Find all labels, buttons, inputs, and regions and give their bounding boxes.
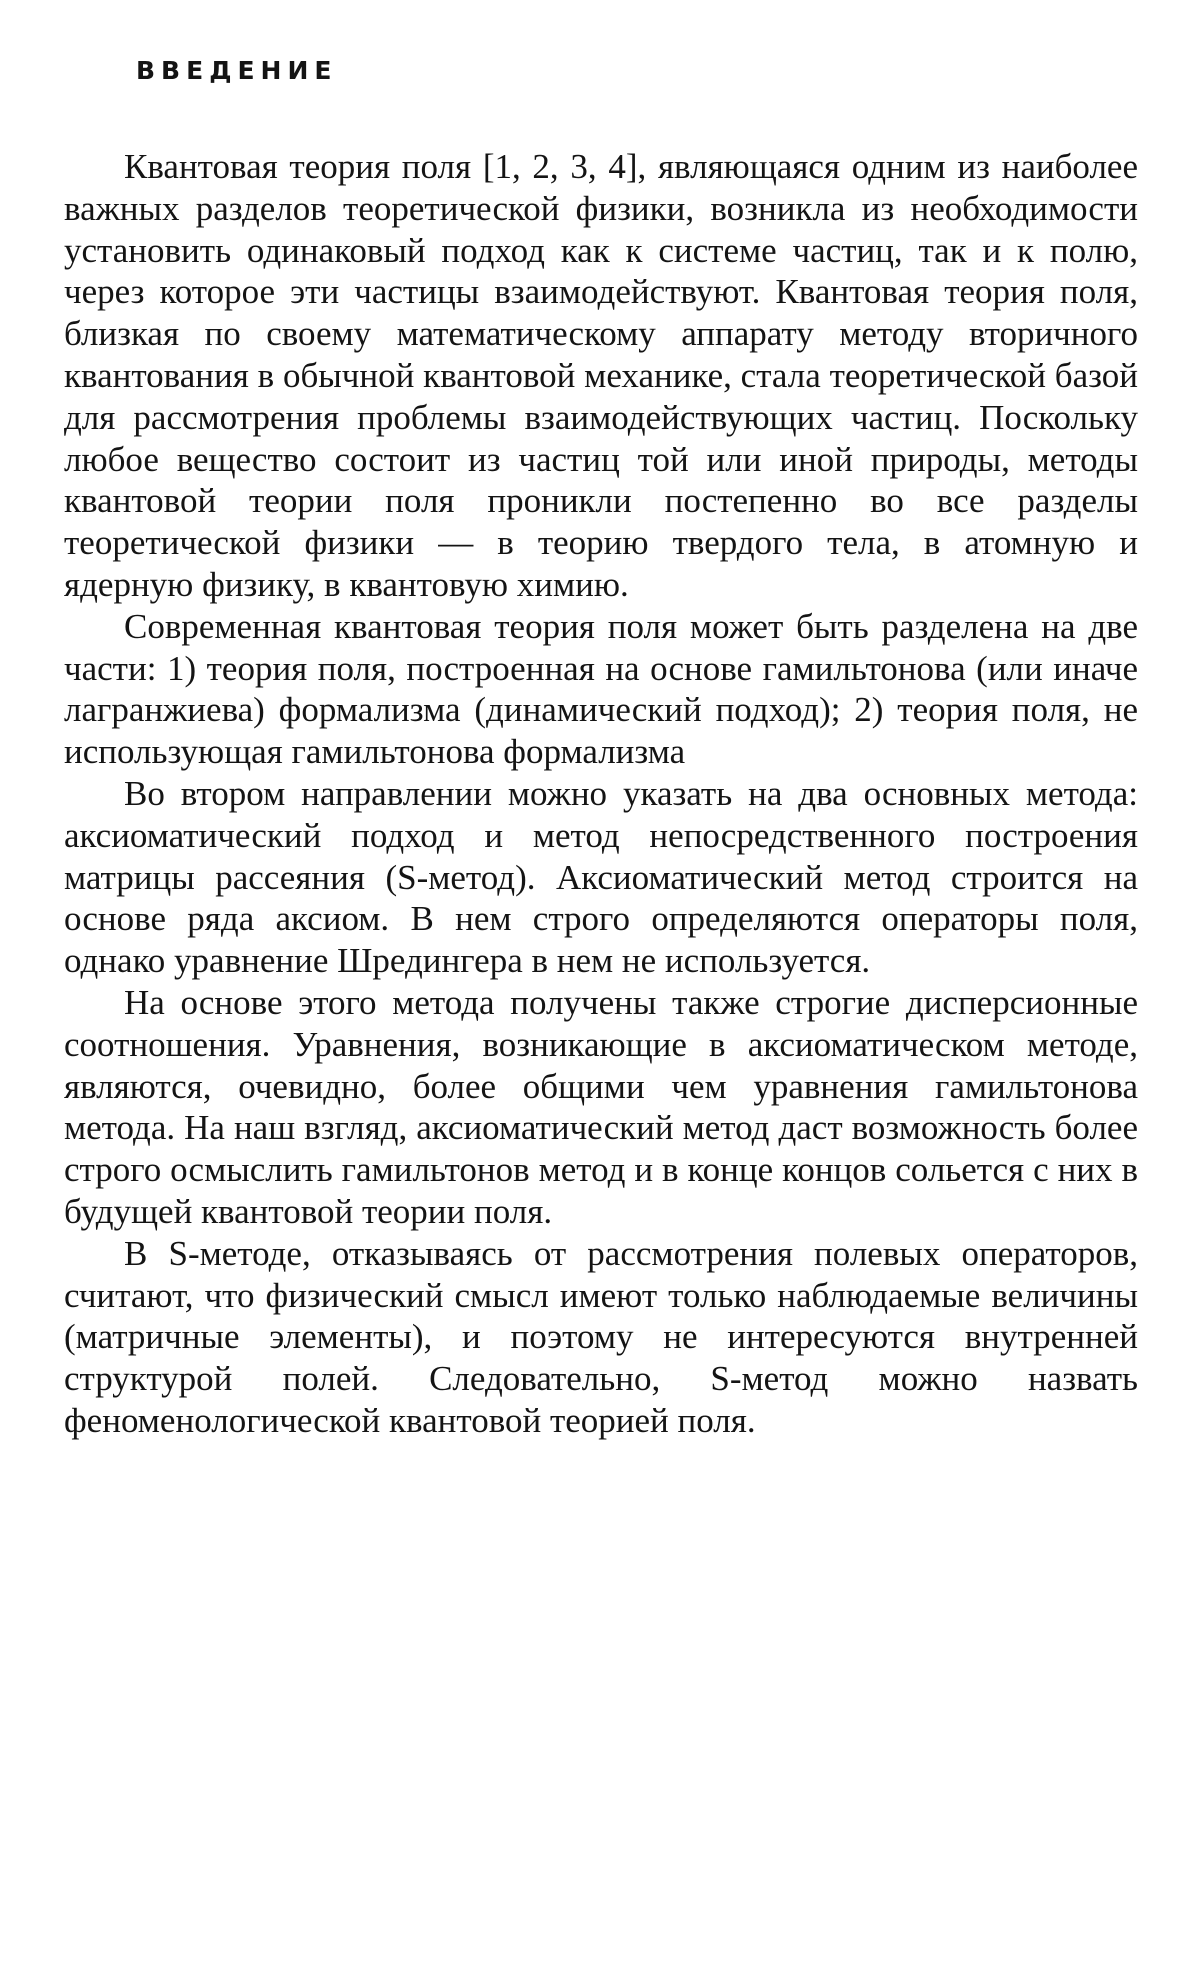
section-heading: ВВЕДЕНИЕ — [136, 56, 338, 85]
paragraph-1: Квантовая теория поля [1, 2, 3, 4], являющаяся одним из наиболее важных разделов теоретической физики, возникла из необходимости установить одинаковый подход как к системе частиц, так и к полю, через которое эти частицы взаимодействуют. Квантовая теория поля, близкая по своему математическому аппарату методу вторичного квантования в обычной квантовой механике, стала теоретической базой для рассмотрения проблемы взаимодействующих частиц. Поскольку любое вещество состоит из частиц той или иной природы, методы квантовой теории поля проникли постепенно во все разделы теоретической физики — в теорию твердого тела, в атомную и ядерную физику, в квантовую химию. — [64, 147, 1138, 604]
paragraph-2: Современная квантовая теория поля может быть разделена на две части: 1) теория поля, построенная на основе гамильтонова (или иначе лагранжиева) формализма (динамический подход); 2) теория поля, не использующая гамильтонова формализма — [64, 606, 1138, 772]
body-text — [64, 146, 1138, 1442]
paragraph-5: В S-методе, отказываясь от рассмотрения полевых операторов, считают, что физический смысл имеют только наблюдаемые величины (матричные элементы), и поэтому не интересуются внутренней структурой полей. Следовательно, S-метод можно назвать феноменологической квантовой теорией поля. — [64, 1233, 1138, 1440]
paragraph-4: На основе этого метода получены также строгие дисперсионные соотношения. Уравнения, возникающие в аксиоматическом методе, являются, очевидно, более общими чем уравнения гамильтонова метода. На наш взгляд, аксиоматический метод даст возможность более строго осмыслить гамильтонов метод и в конце концов сольется с них в будущей квантовой теории поля. — [64, 982, 1138, 1231]
paragraph-3: Во втором направлении можно указать на два основных метода: аксиоматический подход и метод непосредственного построения матрицы рассеяния (S-метод). Аксиоматический метод строится на основе ряда аксиом. В нем строго определяются операторы поля, однако уравнение Шредингера в нем не используется. — [64, 773, 1138, 981]
